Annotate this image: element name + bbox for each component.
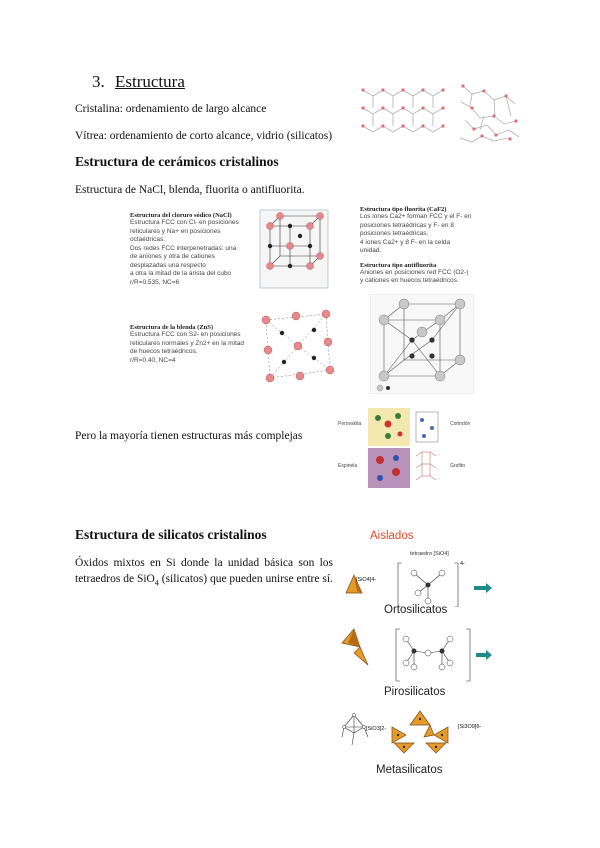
blenda-line: r/R=0.40, NC=4 (130, 356, 176, 364)
section-heading (92, 72, 185, 92)
antifluorita-line: y cationes en huecos tetraédricos. (360, 277, 459, 284)
si3o9-label: [Si3O9]6- (458, 724, 482, 730)
blenda-title: Estructura de la blenda (ZnS) (130, 324, 214, 331)
antifluorita-line: Aniones en posiciones red FCC (O2-) (360, 268, 469, 276)
fluorita-line: posiciones tetraédricas. (360, 230, 429, 237)
ceramics-heading: Estructura de cerámicos cristalinos (75, 154, 279, 169)
antifluorita-crystal-diagram (370, 294, 474, 394)
intro-cristalina: Cristalina: ordenamiento de largo alcance (75, 103, 267, 115)
complex-label: Espinela (338, 463, 358, 469)
sio4-label: [SiO4]4- (356, 577, 377, 583)
complex-structures-figure (338, 406, 493, 488)
silicates-text-line2 (75, 571, 333, 591)
nacl-title: Estructura del cloruro sódico (NaCl) (130, 212, 232, 219)
complex-label: Grafito (450, 463, 466, 469)
nacl-line: de aniones y otra de cationes (130, 253, 215, 260)
blenda-line: de huecos tetraédricos. (130, 348, 198, 355)
fluorita-line: 4 iones Ca2+ y 8 F- en la celda (360, 238, 451, 246)
blenda-crystal-diagram (258, 306, 336, 392)
antifluorita-title: Estructura tipo antifluorita (360, 261, 437, 269)
pirosilicato-diagram (338, 625, 492, 685)
metasilicato-diagram (338, 707, 492, 765)
silicates-text (75, 555, 333, 591)
section-title: Estructura (115, 72, 185, 91)
silicates-text-sub: 4 (154, 578, 159, 588)
sio3-label: [SiO3]2- (366, 726, 387, 732)
nacl-line: octaédricas. (130, 236, 166, 243)
grafito-diagram (412, 450, 444, 486)
fluorita-title: Estructura tipo fluorita (CaF2) (360, 206, 447, 213)
fluorita-line: unidad. (360, 247, 382, 254)
nacl-line: Estructura FCC con Cl- en posiciones (130, 219, 239, 226)
orto-charge: 4- (460, 561, 465, 567)
ortosilicatos-label: Ortosilicatos (384, 604, 448, 616)
silicates-text-post: (silicatos) que pueden unirse entre sí. (158, 573, 333, 585)
nacl-line: Dos redes FCC interpenetradas: una (130, 244, 237, 252)
silicates-text-pre: tetraedros de SiO (75, 573, 155, 585)
fluorita-line: Los iones Ca2+ forman FCC y el F- en (360, 213, 472, 220)
ceramics-text: Estructura de NaCl, blenda, fluorita o antifluorita. (75, 184, 305, 196)
fluorita-line: posiciones tetraédricas y F- en 8 (360, 221, 454, 229)
pirosilicatos-label: Pirosilicatos (384, 686, 446, 698)
perovskita-diagram (368, 408, 410, 446)
ceramic-structures-figure (122, 202, 482, 402)
blenda-line: Estructura FCC con S2- en posiciones (130, 331, 241, 338)
tetraedro-label: tetraedro [SiO4] (410, 551, 449, 557)
complex-label: Perovskita (338, 421, 362, 427)
nacl-crystal-diagram (258, 208, 330, 294)
complex-text: Pero la mayoría tienen estructuras más complejas (75, 430, 303, 442)
blenda-line: reticulares normales y Zn2+ en la mitad (130, 339, 244, 347)
aislados-label: Aislados (370, 530, 414, 542)
section-number: 3. (92, 72, 105, 91)
glass-network (460, 86, 519, 142)
silicates-heading: Estructura de silicatos cristalinos (75, 527, 267, 542)
silicates-figure (336, 527, 494, 777)
silicates-text-line1: Óxidos mixtos en Si donde la unidad básica son los (75, 557, 333, 569)
complex-label: Corindón (450, 421, 471, 427)
nacl-line: r/R=0.535, NC=6 (130, 278, 180, 286)
intro-vitrea: Vítrea: ordenamiento de corto alcance, vidrio (silicatos) (75, 130, 333, 142)
espinela-diagram (368, 448, 410, 488)
nacl-line: reticulares y Na+ en posiciones (130, 227, 221, 235)
corindon-diagram (412, 408, 442, 446)
nacl-line: desplazadas una respecto (130, 261, 206, 269)
nacl-line: a otra la mitad de la arista del cubo (130, 270, 232, 277)
metasilicatos-label: Metasilicatos (376, 764, 443, 776)
crystal-glass-figure (355, 80, 530, 150)
